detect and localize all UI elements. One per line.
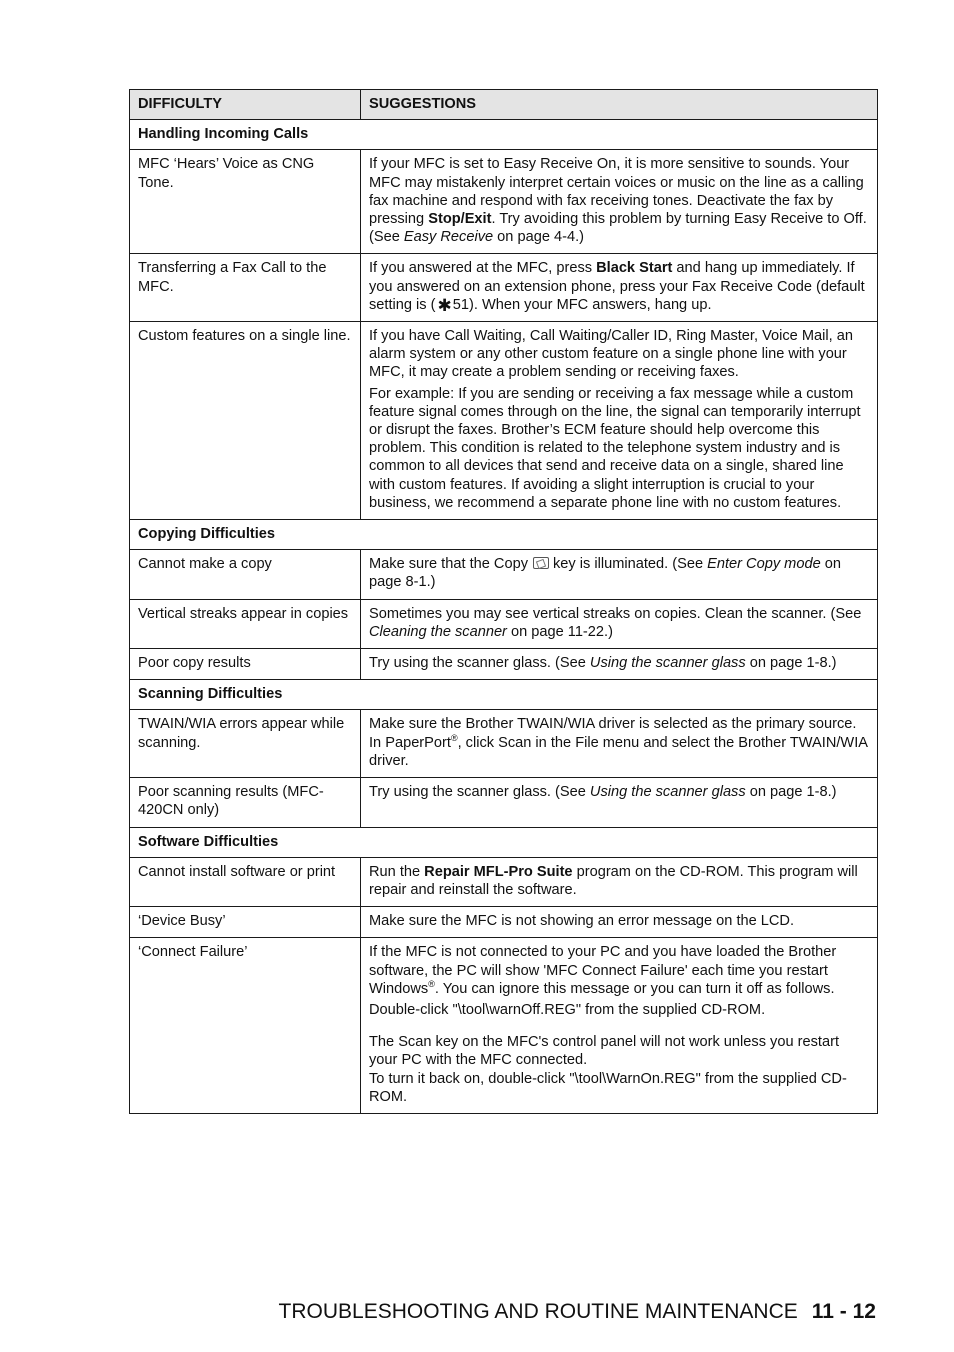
troubleshooting-table [129,89,878,1114]
suggestion-text: 51). When your MFC answers, hang up. [452,296,712,313]
suggestion-cell [361,254,878,322]
suggestion-text: on page 4-4.) [493,229,584,246]
copy-key-icon [533,557,549,569]
registered-mark: ® [428,978,435,989]
suggestion-text: Sometimes you may see vertical streaks on copies. Clean the scanner. (See [369,605,862,622]
suggestions-header: SUGGESTIONS [361,90,878,120]
table-row [130,938,878,1114]
difficulty-cell: Cannot make a copy [130,550,361,599]
difficulty-cell: Poor copy results [130,649,361,680]
suggestion-cell [361,322,878,520]
suggestion-text: Double-click "\tool\warnOff.REG" from the supplied CD-ROM. [369,1001,766,1018]
suggestion-text: Try using the scanner glass. (See [369,784,590,801]
suggestion-text: If you have Call Waiting, Call Waiting/Caller ID, Ring Master, Voice Mail, an alarm system or any other custom feature on a single phone line with your MFC, it may create a problem sending or receiving faxes. [369,328,853,381]
suggestion-text: The Scan key on the MFC's control panel will not work unless you restart your PC with the MFC connected. [369,1034,839,1069]
stop-exit-key-label: Stop/Exit [428,211,492,228]
suggestion-text: , click Scan in the File menu and select the Brother TWAIN/WIA driver. [369,734,868,769]
difficulty-cell: TWAIN/WIA errors appear while scanning. [130,710,361,778]
difficulty-cell: ‘Device Busy’ [130,907,361,938]
difficulty-cell: Cannot install software or print [130,857,361,906]
difficulty-cell: MFC ‘Hears’ Voice as CNG Tone. [130,150,361,254]
difficulty-cell: Poor scanning results (MFC-420CN only) [130,778,361,827]
program-name: Repair MFL-Pro Suite [424,863,573,880]
suggestion-text: If your MFC is set to Easy Receive On, it is more sensitive to sounds. Your MFC may mistakenly interpret certain voices or music on the line as a calling fax machine and respond with fax receiving tones. Deactivate the fax by pressing [369,156,864,228]
difficulty-cell: Transferring a Fax Call to the MFC. [130,254,361,322]
suggestion-text: on page 1-8.) [745,784,837,801]
suggestion-text: on page 1-8.) [745,655,837,672]
section-title: Scanning Difficulties [130,680,878,710]
suggestion-text: If the MFC is not connected to your PC and you have loaded the Brother software, the PC will show 'MFC Connect Failure' each time you restart Windows [369,944,837,997]
suggestion-text: program on the CD-ROM. This program will repair and reinstall the software. [369,863,858,898]
suggestion-text: on page 8-1.) [369,556,841,591]
suggestion-text: To turn it back on, double-click "\tool\WarnOn.REG" from the supplied CD-ROM. [369,1070,847,1105]
suggestion-text: Make sure that the Copy [369,556,528,573]
paragraph-gap [369,1019,869,1033]
suggestion-cell [361,649,878,680]
table-row [130,649,878,680]
table-row [130,550,878,599]
section-title: Software Difficulties [130,827,878,857]
cross-reference: Using the scanner glass [589,655,746,672]
table-row [130,150,878,254]
suggestion-text: Run the [369,863,425,880]
section-row-copying [130,520,878,550]
cross-reference: Easy Receive [403,229,494,246]
suggestion-cell [361,778,878,827]
table-row [130,857,878,906]
suggestion-cell [361,150,878,254]
suggestion-cell: Make sure the MFC is not showing an error message on the LCD. [361,907,878,938]
suggestion-cell [361,710,878,778]
suggestion-cell [361,938,878,1114]
table-row [130,907,878,938]
black-start-key-label: Black Start [596,260,673,277]
star-key-icon: ✱ [437,295,452,315]
suggestion-text: If you answered at the MFC, press [369,260,597,277]
cross-reference: Cleaning the scanner [369,623,507,640]
section-title: Handling Incoming Calls [130,120,878,150]
section-row-software [130,827,878,857]
suggestion-text: key is illuminated. (See [553,556,708,573]
suggestion-text: and hang up immediately. If you answered on an extension phone, press your Fax Receive Code (default setting is ( [369,260,865,313]
difficulty-cell: ‘Connect Failure’ [130,938,361,1114]
suggestion-cell [361,550,878,599]
suggestion-text: . You can ignore this message or you can turn it off as follows. [434,980,835,997]
suggestion-text: Try using the scanner glass. (See [369,655,590,672]
section-row-incoming-calls [130,120,878,150]
table-row [130,322,878,520]
difficulty-cell: Vertical streaks appear in copies [130,599,361,648]
table-row [130,254,878,322]
page-number: 11 - 12 [811,1300,876,1323]
header-row [130,90,878,120]
chapter-title: TROUBLESHOOTING AND ROUTINE MAINTENANCE [278,1300,798,1323]
page-footer [279,1300,876,1324]
suggestion-cell [361,599,878,648]
table-row [130,599,878,648]
cross-reference: Using the scanner glass [589,784,746,801]
table-row [130,778,878,827]
suggestion-text: on page 11-22.) [506,623,613,640]
difficulty-header: DIFFICULTY [130,90,361,120]
section-row-scanning [130,680,878,710]
suggestion-cell [361,857,878,906]
suggestion-text: . Try avoiding this problem by turning Easy Receive to Off. (See [369,211,867,246]
section-title: Copying Difficulties [130,520,878,550]
cross-reference: Enter Copy mode [707,556,821,573]
registered-mark: ® [450,732,458,743]
suggestion-text: Make sure the Brother TWAIN/WIA driver is selected as the primary source. In PaperPort [369,716,857,751]
difficulty-cell: Custom features on a single line. [130,322,361,520]
suggestion-text: For example: If you are sending or receiving a fax message while a custom feature signal comes through on the line, the signal can temporarily interrupt or disrupt the faxes. Brother’s ECM feature should help overcome this problem. This condition is related to the telephone system industry and is common to all devices that send and receive data on a single, shared line with custom features. If avoiding a slight interruption is crucial to your business, we recommend a separate phone line with no custom features. [369,385,861,511]
table-row [130,710,878,778]
